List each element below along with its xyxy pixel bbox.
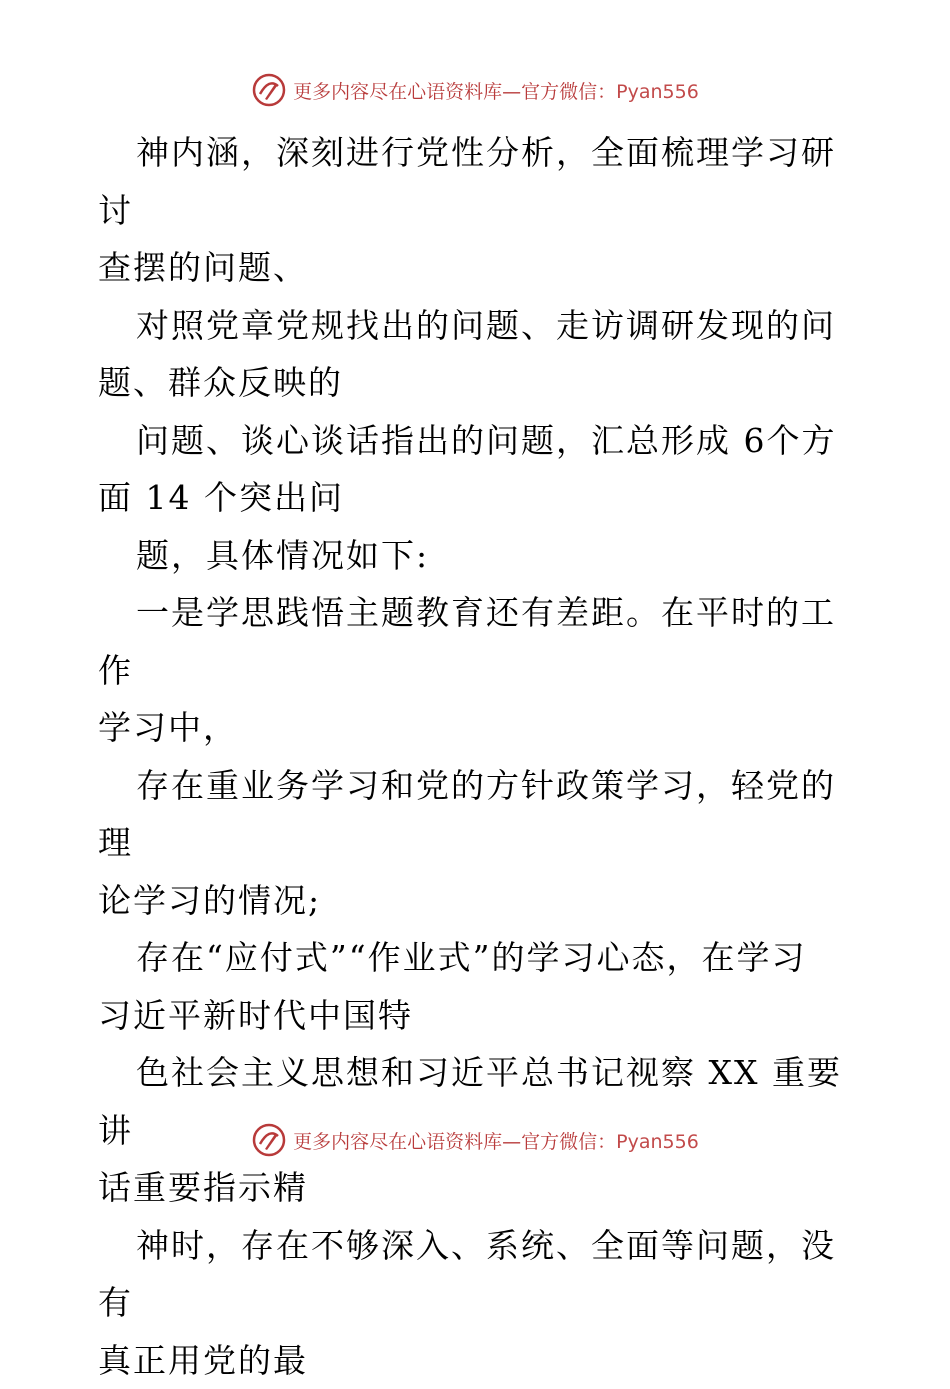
paragraph: 神内涵，深刻进行党性分析，全面梳理学习研讨 查摆的问题、 (98, 124, 858, 297)
paragraph: 问题、谈心谈话指出的问题，汇总形成 6个方 面 14 个突出问 (98, 412, 858, 527)
document-body (98, 124, 858, 1389)
paragraph: 神时，存在不够深入、系统、全面等问题，没有 真正用党的最 (98, 1217, 858, 1389)
logo-icon (251, 1122, 287, 1158)
wechat-id: Pyan556 (616, 1131, 699, 1153)
logo-icon (251, 72, 287, 108)
paragraph: 题，具体情况如下: (98, 527, 858, 585)
banner-text: 更多内容尽在心语资料库—官方微信：Pyan556 (293, 77, 699, 104)
wechat-id: Pyan556 (616, 81, 699, 103)
paragraph: 一是学思践悟主题教育还有差距。在平时的工作 学习中， (98, 584, 858, 757)
paragraph: 存在重业务学习和党的方针政策学习，轻党的理 论学习的情况; (98, 757, 858, 930)
header-banner (0, 70, 950, 110)
paragraph: 色社会主义思想和习近平总书记视察 XX 重要讲 话重要指示精 (98, 1044, 858, 1217)
paragraph: 对照党章党规找出的问题、走访调研发现的问 题、群众反映的 (98, 297, 858, 412)
footer-banner (0, 1120, 950, 1160)
banner-text: 更多内容尽在心语资料库—官方微信：Pyan556 (293, 1127, 699, 1154)
paragraph: 存在“应付式”“作业式”的学习心态，在学习 习近平新时代中国特 (98, 929, 858, 1044)
